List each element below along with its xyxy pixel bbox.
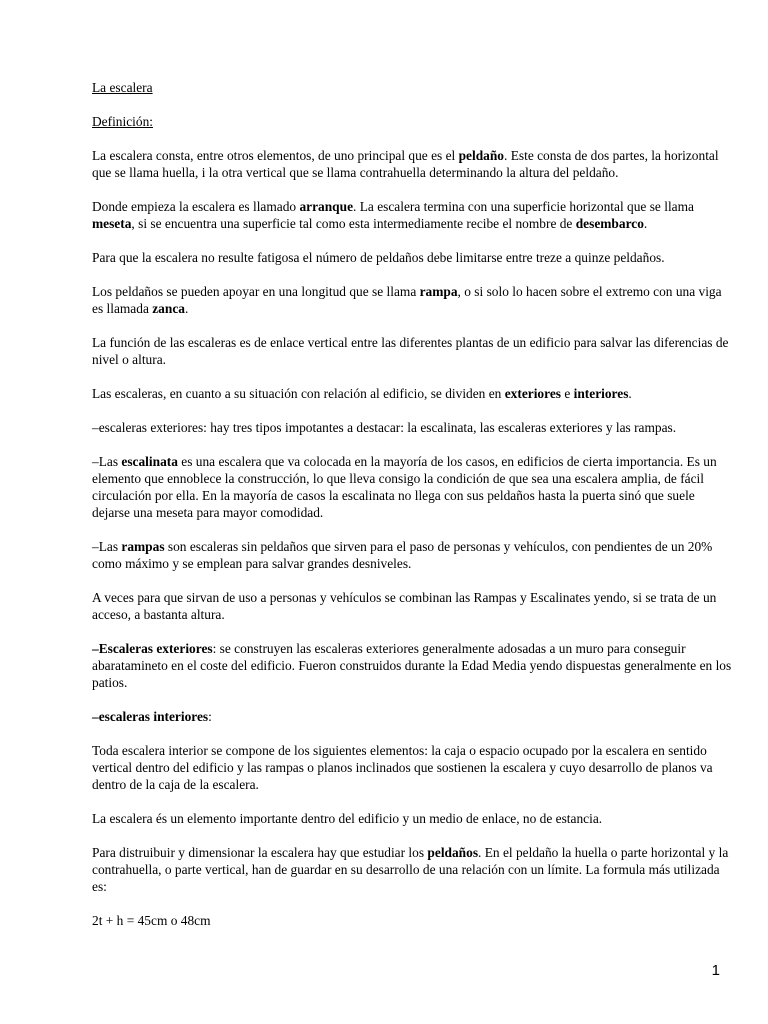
paragraph-12 [92, 708, 732, 725]
text-run: . La escalera termina con una superficie horizontal que se llama [353, 199, 694, 214]
bold-term: rampas [121, 539, 165, 554]
bold-term: zanca [152, 301, 185, 316]
text-run: . En el peldaño la huella o parte horizontal y la contrahuella, o parte vertical, han de guardar en su desarrollo de una relación con un límite. La formula más utilizada es: [92, 845, 729, 894]
text-run: , o si solo lo hacen sobre el extremo con una viga es llamada [92, 284, 722, 316]
document-page [92, 79, 732, 946]
paragraph-8 [92, 453, 732, 521]
bold-term: –escaleras interiores [92, 709, 209, 724]
paragraph-6 [92, 385, 732, 402]
bold-term: peldaño [458, 148, 505, 163]
paragraph-2 [92, 198, 732, 232]
subtitle-text: Definición: [92, 114, 153, 129]
text-run: , si se encuentra una superficie tal como esta intermediamente recibe el nombre de [131, 216, 576, 231]
paragraph-13: Toda escalera interior se compone de los siguientes elementos: la caja o espacio ocupado por la escalera en sentido vertical dentro del edificio y las rampas o planos inclinados que sostienen la escalera y cuyo desarrollo de planos va dentro de la caja de la escalera. [92, 743, 713, 792]
formula: 2t + h = 45cm o 48cm [92, 913, 211, 928]
title-text: La escalera [92, 80, 153, 95]
paragraph-4 [92, 283, 732, 317]
bold-term: interiores [573, 386, 629, 401]
text-run: . Este consta de dos partes, la horizontal que se llama huella, i la otra vertical que se llama contrahuella determinando la altura del peldaño. [92, 148, 719, 180]
document-title [92, 79, 732, 96]
bold-term: rampa [419, 284, 458, 299]
bold-term: peldaños [427, 845, 479, 860]
text-run: –Las [92, 539, 122, 554]
text-run: e [560, 386, 574, 401]
paragraph-15 [92, 844, 732, 895]
bold-term: desembarco [575, 216, 644, 231]
bold-term: exteriores [504, 386, 561, 401]
paragraph-11 [92, 640, 732, 691]
bold-term: escalinata [121, 454, 178, 469]
bold-term: arranque [299, 199, 354, 214]
page-number: 1 [711, 962, 720, 979]
text-run: –Las [92, 454, 122, 469]
paragraph-5: La función de las escaleras es de enlace vertical entre las diferentes plantas de un edificio para salvar las diferencias de nivel o altura. [92, 335, 729, 367]
bold-term: –Escaleras exteriores [92, 641, 213, 656]
section-heading [92, 113, 732, 130]
text-run: . [628, 386, 632, 401]
text-run: Donde empieza la escalera es llamado [92, 199, 300, 214]
paragraph-14: La escalera és un elemento importante dentro del edificio y un medio de enlace, no de estancia. [92, 811, 603, 826]
text-run: Para distruibuir y dimensionar la escalera hay que estudiar los [92, 845, 428, 860]
text-run: : se construyen las escaleras exteriores generalmente adosadas a un muro para conseguir abaratamineto en el coste del edificio. Fueron construidos durante la Edad Media yendo dispuestas generalmente en los patios. [92, 641, 732, 690]
text-run: . [184, 301, 189, 316]
text-run: Las escaleras, en cuanto a su situación con relación al edificio, se dividen en [92, 386, 505, 401]
bold-term: meseta [92, 216, 132, 231]
paragraph-9 [92, 538, 732, 572]
text-run: Los peldaños se pueden apoyar en una longitud que se llama [92, 284, 420, 299]
paragraph-7: –escaleras exteriores: hay tres tipos impotantes a destacar: la escalinata, las escaleras exteriores y las rampas. [92, 420, 677, 435]
text-run: son escaleras sin peldaños que sirven para el paso de personas y vehículos, con pendientes de un 20% como máximo y se emplean para salvar grandes desniveles. [92, 539, 713, 571]
text-run: es una escalera que va colocada en la mayoría de los casos, en edificios de cierta importancia. Es un elemento que ennoblece la construcción, lo que lleva consigo la condición de que sea una escalera amplia, de fácil circulación por ella. En la mayoría de casos la escalinata no llega con sus peldaños hasta la puerta sinó que suele dejarse una meseta para mayor comodidad. [92, 454, 717, 520]
text-run: . [643, 216, 648, 231]
paragraph-3: Para que la escalera no resulte fatigosa el número de peldaños debe limitarse entre treze a quinze peldaños. [92, 250, 665, 265]
paragraph-1 [92, 147, 732, 181]
text-run: La escalera consta, entre otros elementos, de uno principal que es el [92, 148, 459, 163]
text-run: : [208, 709, 212, 724]
paragraph-10: A veces para que sirvan de uso a personas y vehículos se combinan las Rampas y Escalinates yendo, si se trata de un acceso, a bastanta altura. [92, 590, 717, 622]
